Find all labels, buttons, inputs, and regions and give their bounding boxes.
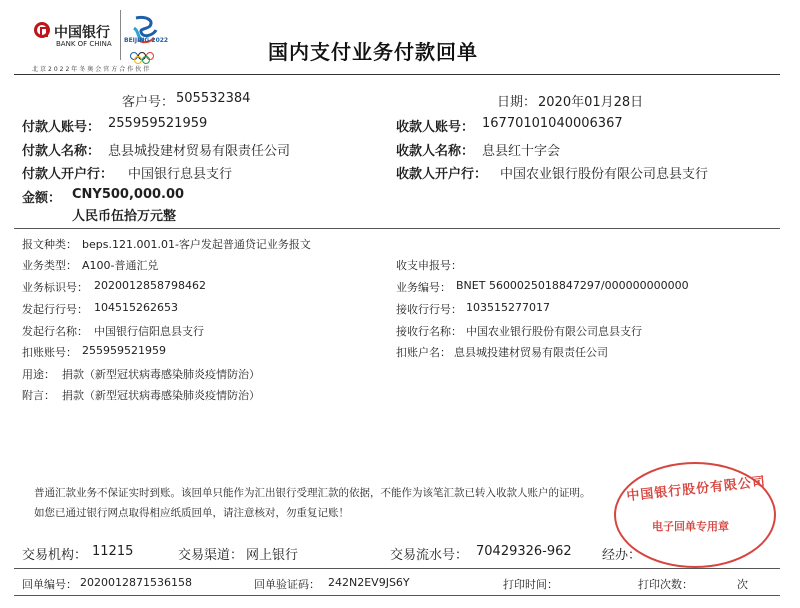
biz-id-label: 业务标识号： — [22, 281, 88, 294]
purpose-label: 用途： — [22, 368, 55, 381]
bank-of-china-icon — [34, 22, 50, 38]
handler-label: 经办： — [602, 548, 642, 563]
payee-name-label: 收款人名称： — [396, 144, 475, 159]
receipt-no: 2020012871536158 — [80, 576, 192, 589]
debit-account: 255959521959 — [82, 344, 166, 357]
recv-bank-no-label: 接收行行号： — [396, 303, 462, 316]
amount-label: 金额： — [22, 191, 62, 206]
amount-value: CNY500,000.00 — [72, 187, 185, 202]
notice-line-2: 如您已通过银行网点取得相应纸质回单，请注意核对，勿重复记账！ — [34, 507, 349, 519]
biz-no: BNET 5600025018847297/000000000000 — [456, 279, 689, 292]
send-bank-name: 中国银行信阳息县支行 — [94, 325, 204, 338]
debit-name-label: 扣账户名： — [396, 346, 451, 359]
purpose: 捐款（新型冠状病毒感染肺炎疫情防治） — [62, 368, 260, 381]
payee-bank-label: 收款人开户行： — [396, 167, 488, 182]
payer-account: 255959521959 — [108, 116, 208, 131]
payee-account: 16770101040006367 — [482, 116, 623, 131]
payee-account-label: 收款人账号： — [396, 120, 475, 135]
debit-account-label: 扣账账号： — [22, 346, 77, 359]
channel-label: 交易渠道： — [178, 548, 244, 563]
serial-value: 70429326-962 — [476, 544, 572, 559]
channel-value: 网上银行 — [246, 548, 299, 563]
biz-id: 2020012858798462 — [94, 279, 206, 292]
bottom-rule — [14, 595, 780, 596]
receipt-no-label: 回单编号： — [22, 578, 77, 591]
msg-type-label: 报文种类： — [22, 238, 77, 251]
payer-bank: 中国银行息县支行 — [128, 167, 233, 182]
bank-name-en: BANK OF CHINA — [56, 40, 112, 48]
print-count-unit: 次 — [737, 578, 748, 591]
biz-no-label: 业务编号： — [396, 281, 451, 294]
biz-type: A100-普通汇兑 — [82, 259, 159, 272]
payer-account-label: 付款人账号： — [22, 120, 101, 135]
seal-inner-text: 电子回单专用章 — [652, 520, 729, 533]
send-bank-no: 104515262653 — [94, 301, 178, 314]
payee-name: 息县红十字会 — [482, 144, 561, 159]
verify-code-label: 回单验证码： — [254, 578, 320, 591]
serial-label: 交易流水号： — [390, 548, 469, 563]
page-title: 国内支付业务付款回单 — [268, 40, 478, 64]
print-count-label: 打印次数： — [638, 578, 693, 591]
print-time-label: 打印时间： — [503, 578, 558, 591]
partner-text: 北京2022年冬奥会官方合作伙伴 — [32, 66, 152, 73]
remark-label: 附言： — [22, 389, 55, 402]
section-divider — [14, 228, 780, 229]
notice-line-1: 普通汇款业务不保证实时到账。该回单只能作为汇出银行受理汇款的依据，不能作为该笔汇款已转入收款人账户的证明。 — [34, 487, 591, 499]
remark: 捐款（新型冠状病毒感染肺炎疫情防治） — [62, 389, 260, 402]
send-bank-no-label: 发起行行号： — [22, 303, 88, 316]
olympic-text: BEIJING 2022 — [124, 37, 169, 44]
recv-bank-name: 中国农业银行股份有限公司息县支行 — [466, 325, 642, 338]
payer-bank-label: 付款人开户行： — [22, 167, 114, 182]
logo-divider — [120, 10, 121, 60]
bank-name-cn: 中国银行 — [54, 25, 110, 41]
date-label: 日期： — [497, 95, 537, 110]
customer-no: 505532384 — [176, 91, 251, 106]
amount-words: 人民币伍拾万元整 — [72, 209, 177, 224]
footer-divider — [14, 568, 780, 569]
seal-outer-text: 中国银行股份有限公司 — [625, 474, 767, 505]
payer-name: 息县城投建材贸易有限责任公司 — [108, 144, 291, 159]
recv-bank-name-label: 接收行名称： — [396, 325, 462, 338]
payee-bank: 中国农业银行股份有限公司息县支行 — [500, 167, 709, 182]
msg-type: beps.121.001.01-客户发起普通贷记业务报文 — [82, 238, 311, 251]
verify-code: 242N2EV9JS6Y — [328, 576, 410, 589]
customer-no-label: 客户号： — [122, 95, 175, 110]
header-rule — [14, 74, 780, 75]
org-label: 交易机构： — [22, 548, 88, 563]
receipt-report-label: 收支申报号： — [396, 259, 462, 272]
send-bank-name-label: 发起行名称： — [22, 325, 88, 338]
recv-bank-no: 103515277017 — [466, 301, 550, 314]
debit-name: 息县城投建材贸易有限责任公司 — [454, 346, 608, 359]
biz-type-label: 业务类型： — [22, 259, 77, 272]
org-value: 11215 — [92, 544, 134, 559]
date-value: 2020年01月28日 — [538, 95, 644, 110]
payer-name-label: 付款人名称： — [22, 144, 101, 159]
